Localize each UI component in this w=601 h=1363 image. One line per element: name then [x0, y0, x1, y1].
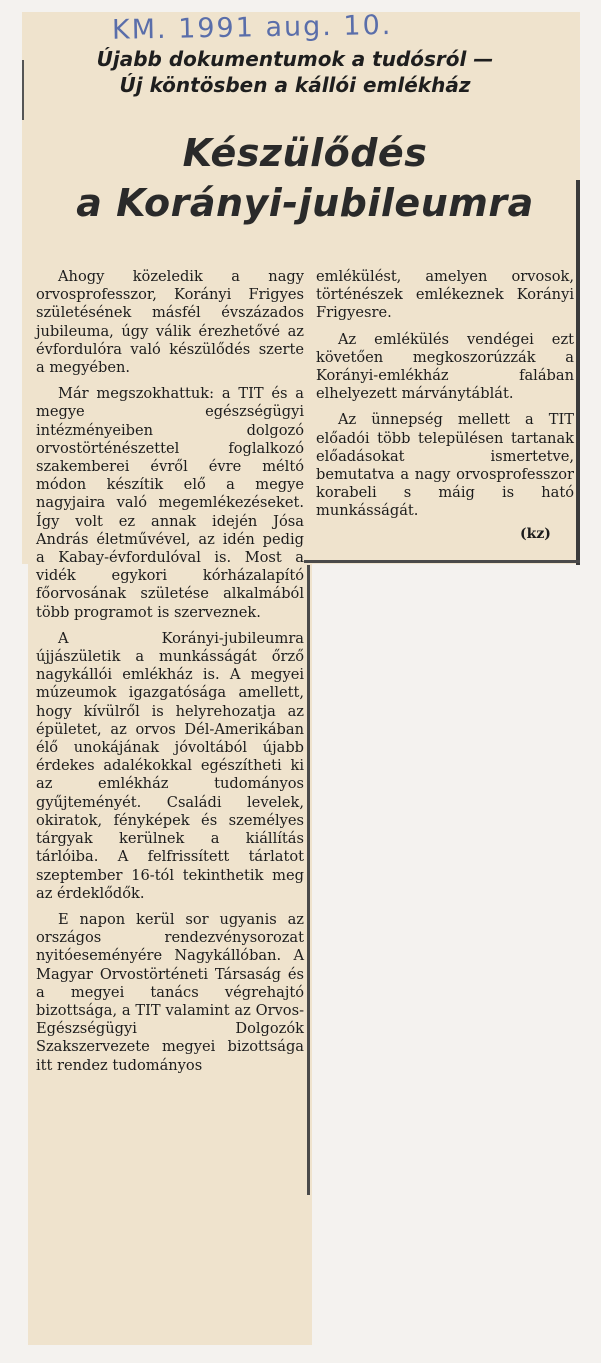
paragraph: A Korányi-jubileumra újjászületik a munkásságát őrző nagykállói emlékház is. A megyei múzeumok igazgatósága amellett, hogy kívülről is helyrehozatja az épületet, az orvos Dél-Amerikában élő unokájának jóvoltából újabb érdekes adalékokkal egészítheti ki az emlékház tudományos gyűjteményét. Családi levelek, okiratok, fényképek és személyes tárgyak kerülnek a kiállítás tárlóiba. A felfrissített tárlatot szeptember 16-tól tekinthetik meg az érdeklődők. [36, 629, 304, 902]
headline-line: a Korányi-jubileumra [76, 181, 534, 225]
headline-line: Készülődés [182, 131, 428, 175]
paragraph: E napon kerül sor ugyanis az országos rendezvénysorozat nyitóeseményére Nagykállóban. A Magyar Orvostörténeti Társaság és a megyei tanács végrehajtó bizottsága, a TIT valamint az Orvos-Egészségügyi Dolgozók Szakszervezete megyei bizottsága itt rendez tudományos [36, 910, 304, 1074]
subheading [60, 46, 530, 98]
paragraph: Már megszokhattuk: a TIT és a megye egészségügyi intézményeiben dolgozó orvostörténészettel foglalkozó szakemberei évről évre méltó módon készítik elő a megye nagyjaira való megemlékezéseket. Így volt ez annak idején Jósa András életművével, az idén pedig a Kabay-évfordulóval is. Most a vidék egykori kórházalapító főorvosának születése alkalmából több programot is szerveznek. [36, 385, 304, 621]
subheading-line: Új köntösben a kállói emlékház [119, 73, 471, 97]
paragraph: Az ünnepség mellett a TIT előadói több településen tartanak előadásokat ismertetve, bemutatva a nagy orvosprofesszor korabeli s máig is ható munkásságát. [316, 411, 574, 520]
author-signature: (kz) [520, 526, 551, 542]
clipping-shadow-edge [304, 560, 580, 563]
article-column-left [36, 268, 304, 1083]
subheading-line: Újabb dokumentumok a tudósról — [96, 47, 494, 71]
paragraph: Ahogy közeledik a nagy orvosprofesszor, Korányi Frigyes születésének másfél évszázados jubileuma, úgy válik érezhetővé az évfordulóra való készülődés szerte a megyében. [36, 268, 304, 377]
paragraph: emlékülést, amelyen orvosok, történészek emlékeznek Korányi Frigyesre. [316, 268, 574, 322]
article-column-right [316, 268, 574, 529]
clipping-shadow-edge [576, 180, 580, 565]
clipping-shadow-edge [22, 60, 24, 120]
paragraph: Az emlékülés vendégei ezt követően megkoszorúzzák a Korányi-emlékház falában elhelyezett márványtáblát. [316, 330, 574, 403]
clipping-shadow-edge [307, 565, 310, 1195]
handwritten-annotation: KM. 1991 aug. 10. [111, 9, 393, 46]
headline [60, 128, 550, 228]
